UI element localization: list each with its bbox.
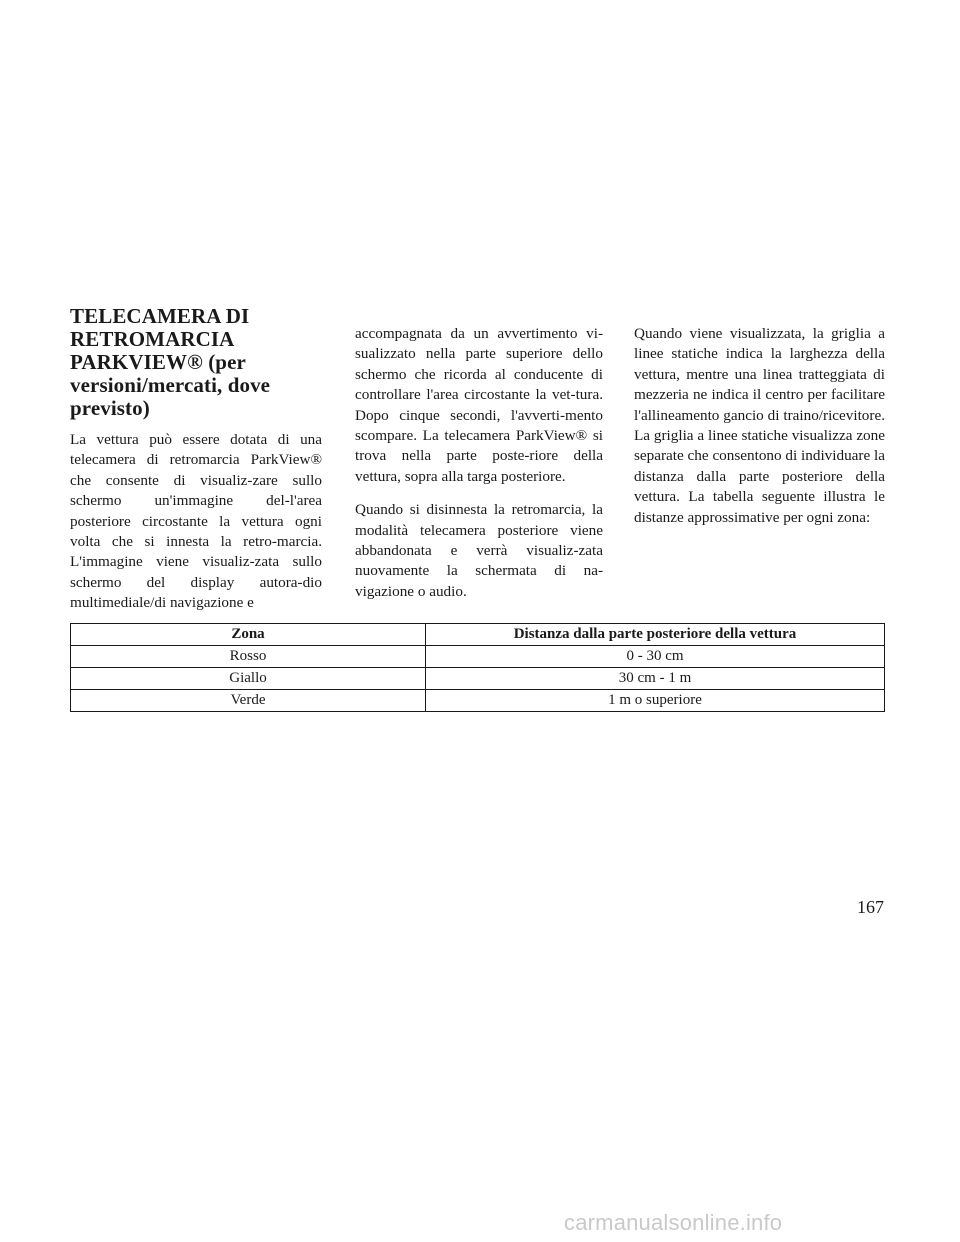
table-header-row [71, 624, 885, 646]
title-line-4: versioni/mercati, dove [70, 373, 271, 397]
zone-cell: Rosso [71, 646, 426, 668]
title-line-1: TELECAMERA DI [70, 304, 250, 328]
column-2 [355, 324, 603, 615]
distance-cell: 30 cm - 1 m [426, 668, 885, 690]
title-line-3: PARKVIEW® (per [70, 350, 246, 374]
paragraph-warning: accompagnata da un avvertimento vi-sualizzato nella parte superiore dello schermo che ricorda al conducente di controllare l'area circostante la vet-tura. Dopo cinque secondi, l'avverti-mento scompare. La telecamera ParkView® si trova nella parte poste-riore della vettura, sopra alla targa posteriore. [355, 325, 603, 485]
zone-cell: Giallo [71, 668, 426, 690]
table-row [71, 690, 885, 712]
section-title [70, 305, 322, 420]
paragraph-disengage: Quando si disinnesta la retromarcia, la modalità telecamera posteriore viene abbandonata e verrà visualiz-zata nuovamente la schermata di na-vigazione o audio. [355, 501, 603, 600]
header-distance: Distanza dalla parte posteriore della vettura [426, 624, 885, 646]
watermark: carmanualsonline.info [564, 1210, 783, 1235]
column-1 [70, 305, 322, 627]
paragraph-grid: Quando viene visualizzata, la griglia a linee statiche indica la larghezza della vettura, mentre una linea tratteggiata di mezzeria ne indica il centro per facilitare l'allineamento gancio di traino/ricevitore. La griglia a linee statiche visualizza zone separate che consentono di individuare la distanza dalla parte posteriore della vettura. La tabella seguente illustra le distanze approssimative per ogni zona: [634, 325, 885, 526]
column-3 [634, 324, 885, 541]
title-line-5: previsto) [70, 396, 150, 420]
header-zone: Zona [71, 624, 426, 646]
table-row [71, 646, 885, 668]
title-line-2: RETROMARCIA [70, 327, 235, 351]
distance-cell: 1 m o superiore [426, 690, 885, 712]
paragraph-intro: La vettura può essere dotata di una telecamera di retromarcia ParkView® che consente di visualiz-zare sullo schermo un'immagine del-l'area posteriore circostante la vettura ogni volta che si innesta la retro-marcia. L'immagine viene visualiz-zata sullo schermo del display autora-dio multimediale/di navigazione e [70, 431, 322, 612]
distance-cell: 0 - 30 cm [426, 646, 885, 668]
table-row [71, 668, 885, 690]
zone-cell: Verde [71, 690, 426, 712]
page-number: 167 [857, 897, 884, 917]
zone-table [70, 623, 885, 712]
zone-distance-table [70, 623, 885, 712]
